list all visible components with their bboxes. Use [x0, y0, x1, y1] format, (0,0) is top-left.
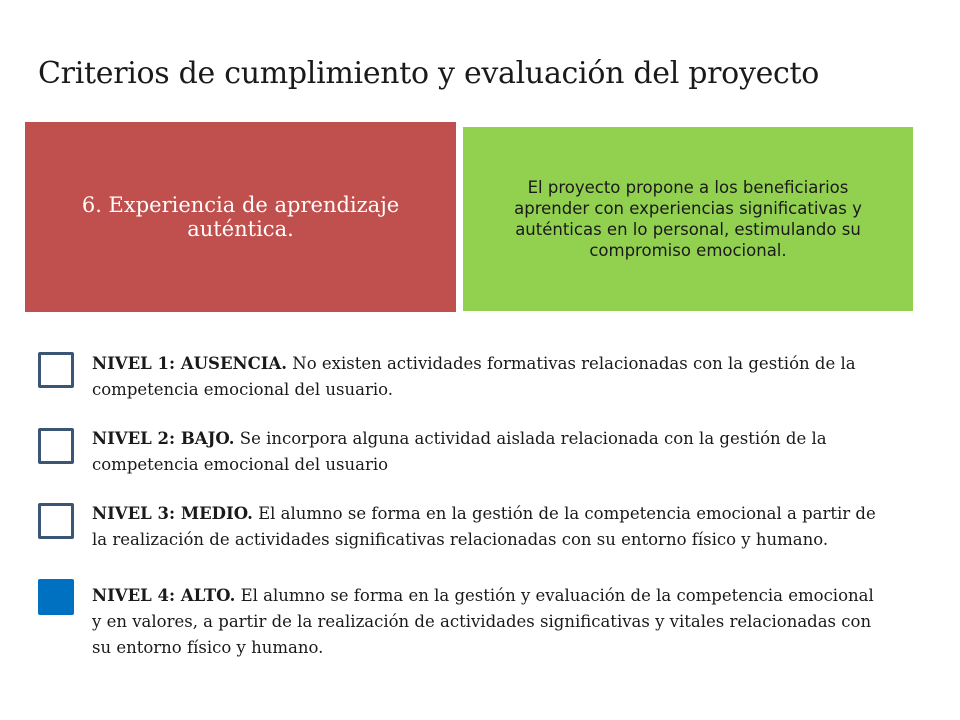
level-1-description: No existen actividades formativas relacionadas con la gestión de la competencia emocional del usuario.: [92, 354, 856, 399]
criterion-label-box: [25, 122, 456, 312]
level-2-checkbox[interactable]: [38, 428, 74, 464]
level-3-heading: NIVEL 3: MEDIO.: [92, 504, 253, 523]
level-1-checkbox[interactable]: [38, 352, 74, 388]
level-3-description: El alumno se forma en la gestión de la competencia emocional a partir de la realización de actividades significativas relacionadas con su entorno físico y humano.: [92, 504, 876, 549]
level-2-heading: NIVEL 2: BAJO.: [92, 429, 235, 448]
level-4-text: [92, 583, 882, 661]
level-3-text: [92, 501, 882, 553]
level-4-heading: NIVEL 4: ALTO.: [92, 586, 236, 605]
level-4-description: El alumno se forma en la gestión y evaluación de la competencia emocional y en valores, a partir de la realización de actividades significativas y vitales relacionadas con su entorno físico y humano.: [92, 586, 874, 657]
level-3-checkbox[interactable]: [38, 503, 74, 539]
level-1-heading: NIVEL 1: AUSENCIA.: [92, 354, 288, 373]
level-2-text: [92, 426, 882, 478]
criterion-description: El proyecto propone a los beneficiarios aprender con experiencias significativas y auténticas en lo personal, estimulando su compromiso emocional.: [514, 178, 862, 260]
level-2-description: Se incorpora alguna actividad aislada relacionada con la gestión de la competencia emocional del usuario: [92, 429, 827, 474]
level-1-text: [92, 351, 882, 403]
level-4-checkbox[interactable]: [38, 579, 74, 615]
page-title: Criterios de cumplimiento y evaluación del proyecto: [38, 56, 820, 91]
criterion-label: 6. Experiencia de aprendizaje auténtica.: [81, 193, 400, 241]
criterion-description-box: [463, 127, 913, 311]
